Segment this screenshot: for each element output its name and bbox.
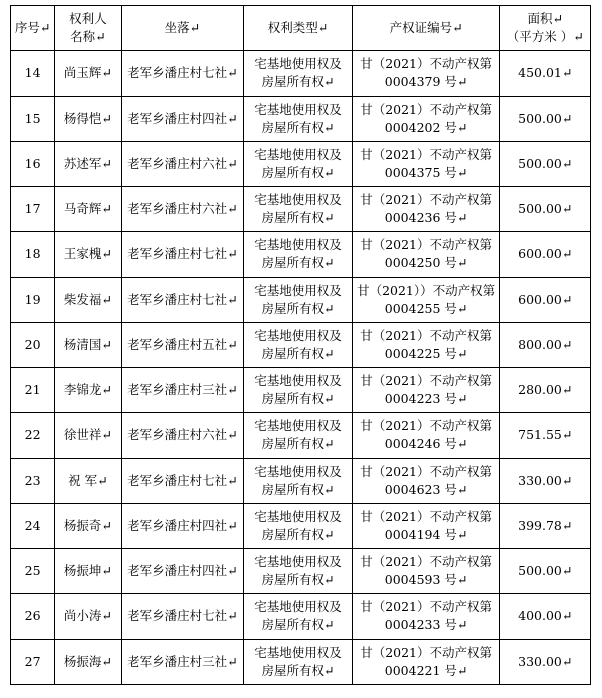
table-row [11, 277, 591, 322]
cell-owner: 徐世祥↵ [55, 413, 121, 458]
cell-seq: 24 [11, 503, 55, 548]
cell-right-type [244, 51, 353, 96]
cell-right-type [244, 503, 353, 548]
right-type-line-1: 宅基地使用权及 [254, 101, 342, 117]
cell-area: 500.00↵ [500, 187, 591, 232]
right-type-line-2: 房屋所有权↵ [261, 481, 335, 497]
cell-location: 老军乡潘庄村七社↵ [121, 51, 244, 96]
cell-location: 老军乡潘庄村七社↵ [121, 594, 244, 639]
right-type-line-1: 宅基地使用权及 [254, 554, 342, 569]
cert-no-line-2: 0004202 号↵ [384, 119, 468, 135]
right-type-line-2: 房屋所有权↵ [261, 300, 335, 316]
cert-no-line-1: 甘（2021）不动产权第 [360, 146, 492, 162]
table-row [11, 594, 591, 639]
cell-seq: 17 [11, 187, 55, 232]
cert-no-line-1: 甘（2021）不动产权第 [360, 327, 492, 343]
cell-owner: 杨得恺↵ [55, 96, 121, 141]
header-cell-area [500, 6, 591, 51]
cell-cert-no [352, 503, 500, 548]
cell-owner: 祝 军↵ [55, 458, 121, 503]
cert-no-line-2: 0004255 号↵ [384, 300, 468, 316]
right-type-line-1: 宅基地使用权及 [254, 599, 342, 615]
cell-seq: 21 [11, 368, 55, 413]
cert-no-line-1: 甘（2021）不动产权第 [360, 508, 492, 524]
cell-right-type [244, 187, 353, 232]
cell-location: 老军乡潘庄村七社↵ [121, 277, 244, 322]
cell-area: 500.00↵ [500, 141, 591, 186]
cell-seq: 22 [11, 413, 55, 458]
table-row [11, 96, 591, 141]
header-cell-location [121, 6, 244, 51]
cell-location: 老军乡潘庄村四社↵ [121, 503, 244, 548]
cell-location: 老军乡潘庄村六社↵ [121, 413, 244, 458]
cell-seq: 18 [11, 232, 55, 277]
header-area-line-1: 面积↵ [527, 11, 563, 26]
cell-seq: 14 [11, 51, 55, 96]
right-type-line-2: 房屋所有权↵ [261, 391, 335, 407]
cert-no-line-1: 甘（2021）不动产权第 [360, 192, 492, 207]
cell-cert-no [352, 413, 500, 458]
cert-no-line-1: 甘（2021）不动产权第 [360, 554, 492, 569]
right-type-line-2: 房屋所有权↵ [261, 345, 335, 361]
cell-area: 600.00↵ [500, 232, 591, 277]
table-row [11, 187, 591, 232]
cell-owner: 杨清国↵ [55, 322, 121, 367]
right-type-line-2: 房屋所有权↵ [261, 210, 335, 226]
cell-owner: 杨振坤↵ [55, 549, 121, 594]
right-type-line-2: 房屋所有权↵ [261, 617, 335, 633]
cell-seq: 16 [11, 141, 55, 186]
header-cert-no-line-1: 产权证编号↵ [389, 20, 463, 36]
cert-no-line-2: 0004223 号↵ [384, 391, 468, 407]
cert-no-line-1: 甘（2021）不动产权第 [360, 237, 492, 253]
cell-right-type [244, 458, 353, 503]
header-owner-line-1: 权利人 [69, 11, 107, 26]
cert-no-line-2: 0004375 号↵ [384, 164, 468, 180]
cert-no-line-2: 0004225 号↵ [384, 345, 468, 361]
right-type-line-2: 房屋所有权↵ [261, 526, 335, 542]
table-row [11, 639, 591, 684]
header-cell-seq [11, 6, 55, 51]
right-type-line-2: 房屋所有权↵ [261, 119, 335, 135]
right-type-line-1: 宅基地使用权及 [254, 146, 342, 162]
right-type-line-1: 宅基地使用权及 [254, 56, 342, 72]
cell-right-type [244, 549, 353, 594]
cell-right-type [244, 639, 353, 684]
cell-seq: 25 [11, 549, 55, 594]
cell-cert-no [352, 368, 500, 413]
cert-no-line-1: 甘（2021）不动产权第 [360, 101, 492, 117]
right-type-line-1: 宅基地使用权及 [254, 463, 342, 479]
cell-seq: 26 [11, 594, 55, 639]
right-type-line-2: 房屋所有权↵ [261, 74, 335, 90]
table-body [11, 51, 591, 685]
cert-no-line-1: 甘（2021）不动产权第 [360, 599, 492, 615]
cell-right-type [244, 232, 353, 277]
table-row [11, 51, 591, 96]
cell-right-type [244, 594, 353, 639]
cell-owner: 尚小涛↵ [55, 594, 121, 639]
cell-right-type [244, 96, 353, 141]
right-type-line-1: 宅基地使用权及 [254, 418, 342, 434]
cert-no-line-2: 0004379 号↵ [384, 74, 468, 90]
cell-seq: 23 [11, 458, 55, 503]
right-type-line-1: 宅基地使用权及 [254, 192, 342, 207]
right-type-line-1: 宅基地使用权及 [254, 282, 342, 298]
cert-no-line-1: 甘（2021）不动产权第 [360, 644, 492, 660]
cell-seq: 19 [11, 277, 55, 322]
cell-location: 老军乡潘庄村四社↵ [121, 549, 244, 594]
cell-area: 751.55↵ [500, 413, 591, 458]
table-row [11, 503, 591, 548]
right-type-line-2: 房屋所有权↵ [261, 436, 335, 452]
cell-right-type [244, 322, 353, 367]
cell-owner: 尚玉辉↵ [55, 51, 121, 96]
header-location-line-1: 坐落↵ [164, 20, 201, 36]
right-type-line-1: 宅基地使用权及 [254, 644, 342, 660]
right-type-line-2: 房屋所有权↵ [261, 164, 335, 180]
table-header-row [11, 6, 591, 51]
cell-owner: 柴发福↵ [55, 277, 121, 322]
cert-no-line-2: 0004623 号↵ [384, 481, 468, 497]
table-row [11, 549, 591, 594]
cell-cert-no [352, 96, 500, 141]
cell-location: 老军乡潘庄村五社↵ [121, 322, 244, 367]
cell-area: 500.00↵ [500, 96, 591, 141]
cert-no-line-1: 甘（2021）不动产权第 [360, 56, 492, 72]
header-cell-owner [55, 6, 121, 51]
cell-location: 老军乡潘庄村六社↵ [121, 141, 244, 186]
right-type-line-2: 房屋所有权↵ [261, 255, 335, 271]
cell-right-type [244, 413, 353, 458]
cell-right-type [244, 141, 353, 186]
cell-cert-no [352, 187, 500, 232]
header-right-type-line-1: 权利类型↵ [267, 20, 329, 36]
cell-location: 老军乡潘庄村四社↵ [121, 96, 244, 141]
cell-cert-no [352, 141, 500, 186]
cell-area: 450.01↵ [500, 51, 591, 96]
cell-cert-no [352, 594, 500, 639]
table-row [11, 232, 591, 277]
cell-right-type [244, 277, 353, 322]
right-type-line-1: 宅基地使用权及 [254, 508, 342, 524]
cell-cert-no [352, 277, 500, 322]
table-row [11, 413, 591, 458]
cell-cert-no [352, 639, 500, 684]
cell-area: 600.00↵ [500, 277, 591, 322]
header-seq-line-1: 序号↵ [14, 20, 51, 36]
right-type-line-1: 宅基地使用权及 [254, 237, 342, 253]
right-type-line-1: 宅基地使用权及 [254, 327, 342, 343]
table-header [11, 6, 591, 51]
header-area-line-2: （平方米 ）↵ [506, 29, 584, 45]
cert-no-line-2: 0004236 号↵ [384, 210, 468, 226]
table-row [11, 368, 591, 413]
cell-cert-no [352, 549, 500, 594]
table-row [11, 141, 591, 186]
cell-location: 老军乡潘庄村三社↵ [121, 639, 244, 684]
cert-no-line-2: 0004221 号↵ [384, 662, 468, 678]
cell-cert-no [352, 458, 500, 503]
header-cell-cert-no [352, 6, 500, 51]
cell-cert-no [352, 322, 500, 367]
cell-area: 399.78↵ [500, 503, 591, 548]
cell-area: 330.00↵ [500, 458, 591, 503]
cert-no-line-2: 0004246 号↵ [384, 436, 468, 452]
property-registration-table [10, 5, 591, 685]
header-cell-right-type [244, 6, 353, 51]
cell-owner: 李锦龙↵ [55, 368, 121, 413]
right-type-line-1: 宅基地使用权及 [254, 373, 342, 388]
cert-no-line-1: 甘（2021）不动产权第 [360, 373, 492, 388]
cell-location: 老军乡潘庄村七社↵ [121, 458, 244, 503]
cell-seq: 20 [11, 322, 55, 367]
table-row [11, 458, 591, 503]
cell-right-type [244, 368, 353, 413]
cell-owner: 苏述军↵ [55, 141, 121, 186]
cert-no-line-2: 0004233 号↵ [384, 617, 468, 633]
cell-area: 400.00↵ [500, 594, 591, 639]
right-type-line-2: 房屋所有权↵ [261, 662, 335, 678]
cell-seq: 15 [11, 96, 55, 141]
header-owner-line-2: 名称↵ [70, 29, 106, 45]
cell-area: 330.00↵ [500, 639, 591, 684]
cert-no-line-2: 0004593 号↵ [384, 572, 468, 588]
document-page [0, 5, 602, 698]
cell-owner: 马奇辉↵ [55, 187, 121, 232]
right-type-line-2: 房屋所有权↵ [261, 572, 335, 588]
cell-owner: 杨振奇↵ [55, 503, 121, 548]
cell-owner: 杨振海↵ [55, 639, 121, 684]
cell-cert-no [352, 51, 500, 96]
cell-cert-no [352, 232, 500, 277]
cell-location: 老军乡潘庄村三社↵ [121, 368, 244, 413]
cert-no-line-1: 甘（2021）不动产权第 [360, 463, 492, 479]
cell-location: 老军乡潘庄村七社↵ [121, 232, 244, 277]
table-row [11, 322, 591, 367]
cell-owner: 王家槐↵ [55, 232, 121, 277]
cell-area: 500.00↵ [500, 549, 591, 594]
cell-location: 老军乡潘庄村六社↵ [121, 187, 244, 232]
cert-no-line-2: 0004194 号↵ [384, 526, 468, 542]
cert-no-line-2: 0004250 号↵ [384, 255, 468, 271]
cell-area: 280.00↵ [500, 368, 591, 413]
cell-area: 800.00↵ [500, 322, 591, 367]
cert-no-line-1: 甘（2021））不动产权第 [357, 282, 496, 298]
cell-seq: 27 [11, 639, 55, 684]
cert-no-line-1: 甘（2021）不动产权第 [360, 418, 492, 434]
